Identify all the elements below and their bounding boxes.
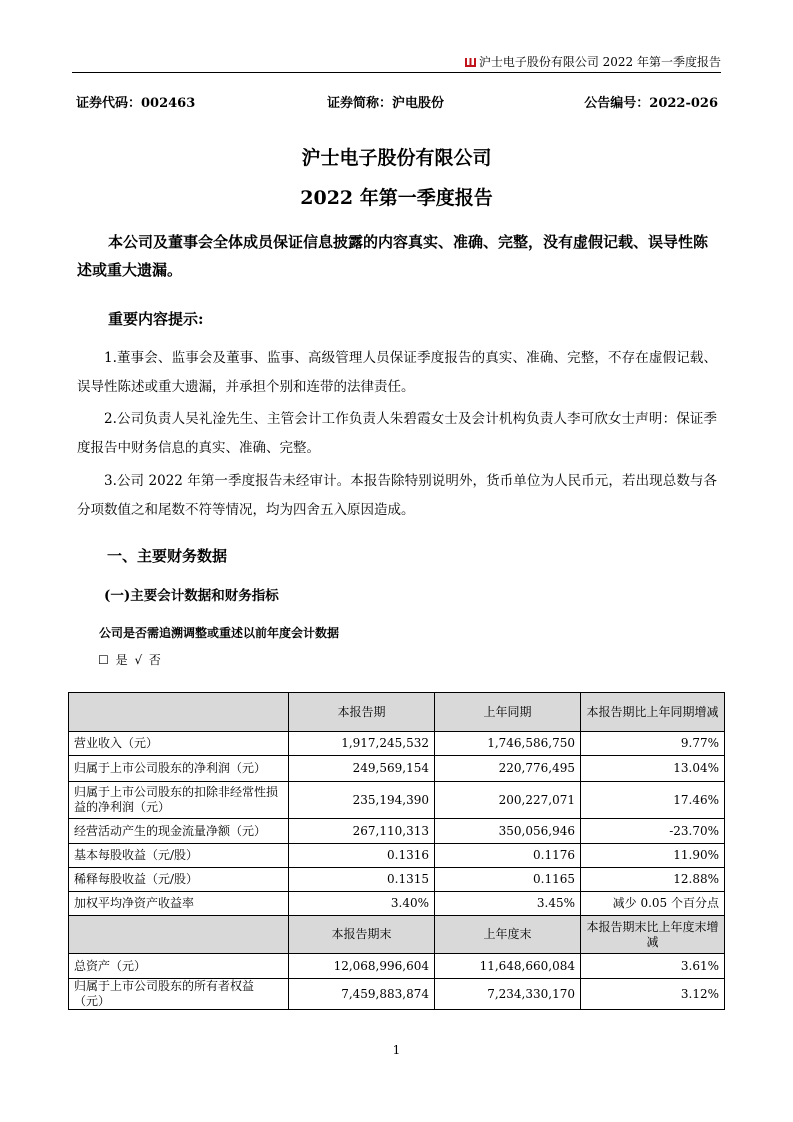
row-label: 经营活动产生的现金流量净额（元） [69,819,289,844]
row-label: 稀释每股收益（元/股） [69,868,289,892]
table-cell: 235,194,390 [289,782,435,819]
table-cell: 1,746,586,750 [435,732,581,756]
table-cell: 7,459,883,874 [289,979,435,1010]
hint-paragraph-2: 2.公司负责人吴礼淦先生、主管会计工作负责人朱碧霞女士及会计机构负责人李可欣女士声明：保证季度报告中财务信息的真实、准确、完整。 [77,411,717,456]
section-heading-financial-data: 一、主要财务数据 [107,547,228,565]
table-cell: 12,068,996,604 [289,954,435,979]
row-label: 基本每股收益（元/股） [69,844,289,868]
table-cell: -23.70% [581,819,725,844]
table-cell: 249,569,154 [289,756,435,782]
checkbox-yes-icon: ☐ [98,653,109,667]
table-cell: 7,234,330,170 [435,979,581,1010]
table-cell: 12.88% [581,868,725,892]
table-cell: 350,056,946 [435,819,581,844]
table-cell: 3.61% [581,954,725,979]
table-cell: 3.45% [435,892,581,916]
stock-abbreviation: 证券简称：沪电股份 [327,96,445,111]
table-row [69,756,725,782]
table-cell: 0.1176 [435,844,581,868]
answer-no-label: 否 [148,653,161,667]
row-label: 总资产（元） [69,954,289,979]
hint-paragraph-1: 1.董事会、监事会及董事、监事、高级管理人员保证季度报告的真实、准确、完整，不存在虚假记载、误导性陈述或重大遗漏，并承担个别和连带的法律责任。 [77,350,717,395]
row-label: 归属于上市公司股东的扣除非经常性损益的净利润（元） [69,782,289,819]
table-cell: 1,917,245,532 [289,732,435,756]
table-header-cell: 上年同期 [435,693,581,732]
table-row [69,868,725,892]
announcement-number: 公告编号：2022-026 [584,96,718,111]
row-label: 归属于上市公司股东的所有者权益（元） [69,979,289,1010]
running-header [72,53,721,71]
board-statement: 本公司及董事会全体成员保证信息披露的内容真实、准确、完整，没有虚假记载、误导性陈述或重大遗漏。 [77,233,709,279]
header-text: 沪士电子股份有限公司 2022 年第一季度报告 [478,55,721,69]
restatement-question: 公司是否需追溯调整或重述以前年度会计数据 [99,626,340,640]
table-header-cell: 本报告期末 [289,916,435,954]
row-label: 营业收入（元） [69,732,289,756]
answer-yes-label: 是 [115,653,128,667]
table-cell: 11,648,660,084 [435,954,581,979]
table-header-row [69,693,725,732]
table-cell: 3.12% [581,979,725,1010]
table-cell: 减少 0.05 个百分点 [581,892,725,916]
company-logo-icon [464,56,477,69]
table-header-cell [69,916,289,954]
row-label: 加权平均净资产收益率 [69,892,289,916]
table-cell: 13.04% [581,756,725,782]
table-header-cell: 本报告期 [289,693,435,732]
table-header-row [69,916,725,954]
table-header-cell [69,693,289,732]
table-row [69,954,725,979]
table-cell: 0.1315 [289,868,435,892]
important-hint-heading: 重要内容提示: [108,310,204,328]
table-cell: 0.1165 [435,868,581,892]
table-row [69,892,725,916]
table-header-cell: 本报告期比上年同期增减 [581,693,725,732]
table-cell: 200,227,071 [435,782,581,819]
subsection-heading-accounting-data: (一)主要会计数据和财务指标 [104,588,279,604]
report-title: 2022 年第一季度报告 [300,187,493,209]
table-header-cell: 本报告期末比上年度末增减 [581,916,725,954]
table-row [69,819,725,844]
table-cell: 11.90% [581,844,725,868]
table-row [69,979,725,1010]
table-row [69,732,725,756]
stock-code: 证券代码：002463 [76,96,196,111]
header-divider [72,72,721,73]
page-number: 1 [392,1043,401,1057]
table-row [69,844,725,868]
table-cell: 17.46% [581,782,725,819]
row-label: 归属于上市公司股东的净利润（元） [69,756,289,782]
table-cell: 220,776,495 [435,756,581,782]
table-row [69,782,725,819]
table-cell: 0.1316 [289,844,435,868]
table-header-cell: 上年度末 [435,916,581,954]
hint-paragraph-3: 3.公司 2022 年第一季度报告未经审计。本报告除特别说明外，货币单位为人民币元，若出现总数与各分项数值之和尾数不符等情况，均为四舍五入原因造成。 [77,473,717,518]
table-cell: 267,110,313 [289,819,435,844]
table-cell: 9.77% [581,732,725,756]
company-title: 沪士电子股份有限公司 [301,147,492,169]
financial-data-table [68,692,725,1010]
restatement-answer [98,651,164,669]
table-cell: 3.40% [289,892,435,916]
checkmark-no-icon: √ [134,653,143,667]
